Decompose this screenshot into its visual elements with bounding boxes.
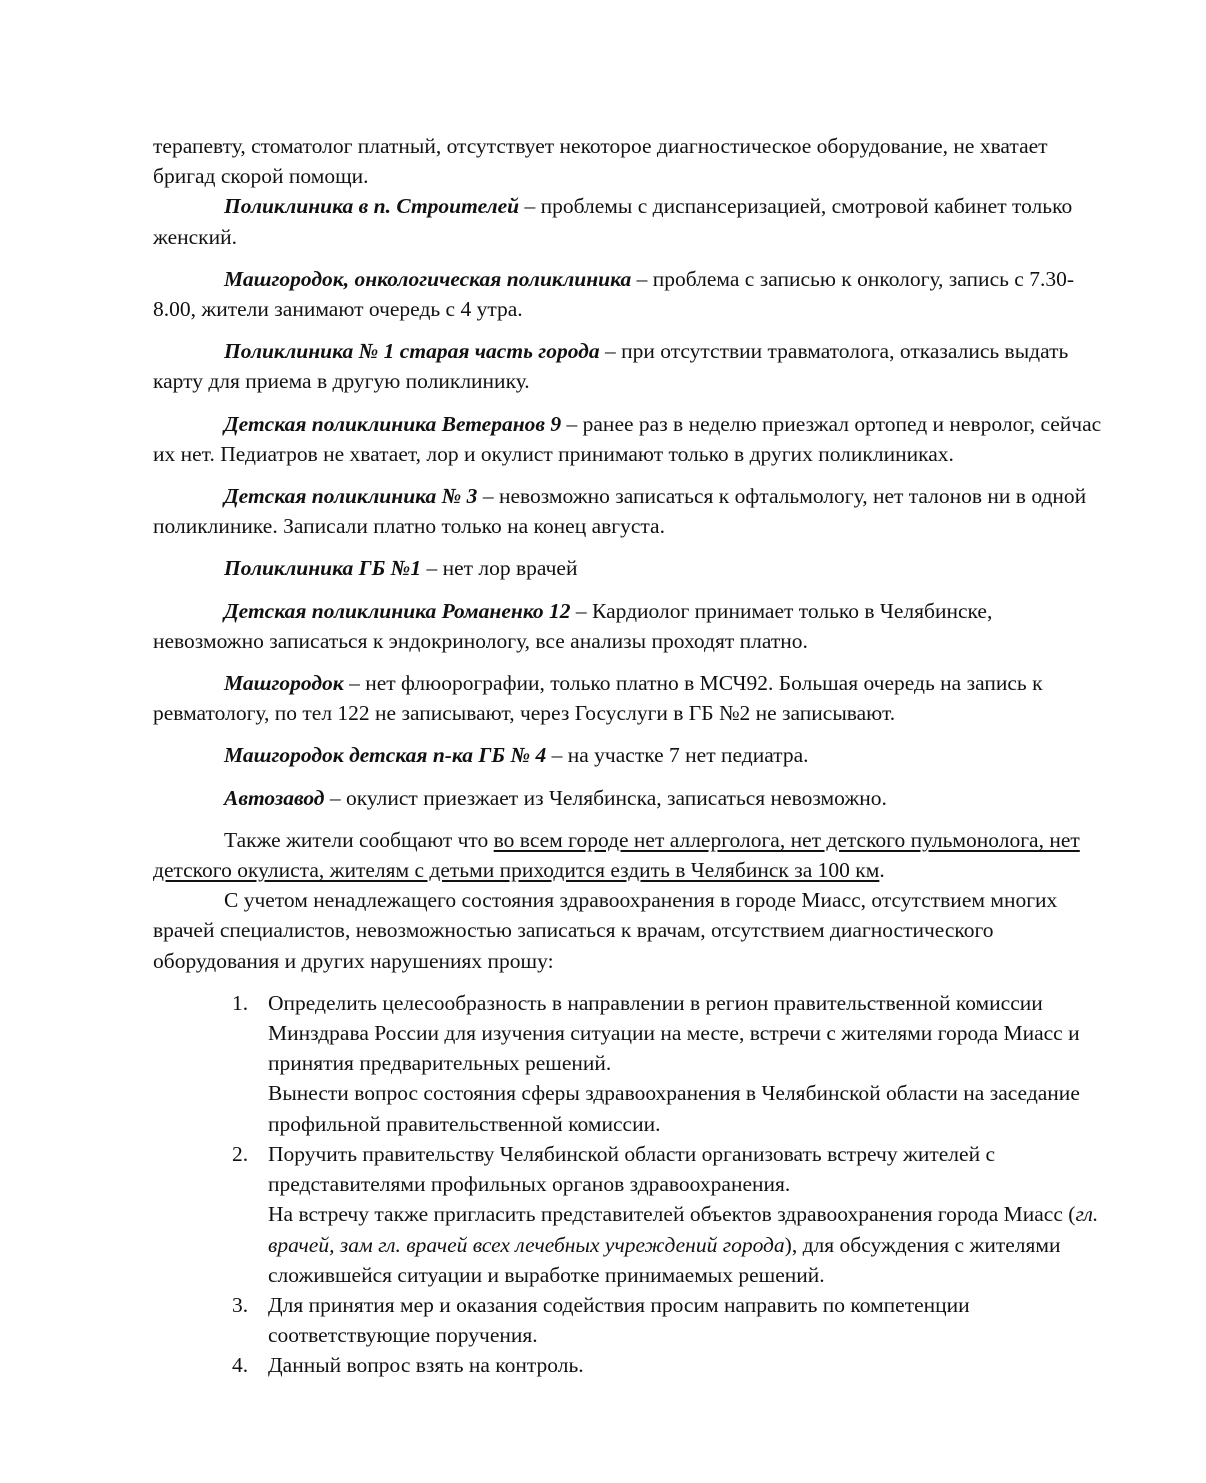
request-number: 4.	[232, 1353, 249, 1378]
clinic-paragraph	[153, 481, 1103, 541]
clinic-paragraph	[153, 740, 1103, 770]
request-item	[153, 988, 1103, 1139]
clinic-text: – нет лор врачей	[421, 556, 578, 581]
request-text-continued	[268, 1199, 1103, 1290]
clinic-text: – при отсутствии травматолога, отказались выдать карту для приема в другую поликлинику.	[153, 339, 1069, 394]
request-number: 2.	[232, 1141, 249, 1166]
clinic-text: – нет флюорографии, только платно в МСЧ92. Большая очередь на запись к ревматологу, по тел 122 не записывают, через Госуслуги в ГБ №2 не записывают.	[153, 671, 1043, 726]
clinic-paragraph	[153, 409, 1103, 469]
clinic-text: – невозможно записаться к офтальмологу, нет талонов ни в одной поликлинике. Записали платно только на конец августа.	[153, 484, 1087, 539]
clinic-title: Детская поликлиника № 3	[224, 484, 478, 509]
clinic-paragraph	[153, 191, 1103, 251]
residents-suffix: .	[879, 858, 885, 883]
request-number: 1.	[232, 990, 249, 1015]
intro-paragraph: терапевту, стоматолог платный, отсутствует некоторое диагностическое оборудование, не хватает бригад скорой помощи.	[153, 134, 1048, 189]
clinic-paragraph	[153, 336, 1103, 396]
request-number: 3.	[232, 1292, 249, 1317]
clinic-text: – проблемы с диспансеризацией, смотровой кабинет только женский.	[153, 194, 1073, 249]
clinic-paragraph	[153, 264, 1103, 324]
clinic-title: Поликлиника в п. Строителей	[224, 194, 520, 219]
residents-paragraph	[153, 825, 1103, 885]
clinic-text: – ранее раз в неделю приезжал ортопед и невролог, сейчас их нет. Педиатров не хватает, лор и окулист принимают только в других поликлиниках.	[153, 411, 1102, 466]
clinic-text: – проблема с записью к онкологу, запись с 7.30-8.00, жители занимают очередь с 4 утра.	[153, 266, 1074, 322]
conclusion-paragraph: С учетом ненадлежащего состояния здравоохранения в городе Миасс, отсутствием многих врачей специалистов, невозможностью записаться к врачам, отсутствием диагностического оборудования и других нарушениях прошу:	[153, 888, 1058, 973]
residents-underlined-text: во всем городе нет аллерголога, нет детского пульмонолога, нет детского окулиста, жителям с детьми приходится ездить в Челябинск за 100 км	[153, 827, 1080, 883]
request-item	[153, 1350, 1103, 1380]
clinic-title: Машгородок, онкологическая поликлиника	[224, 266, 632, 291]
request-text-continued: Вынести вопрос состояния сферы здравоохранения в Челябинской области на заседание профильной правительственной комиссии.	[268, 1081, 1080, 1136]
document-page	[153, 131, 1103, 1381]
clinic-paragraph	[153, 596, 1103, 656]
clinic-text: – на участке 7 нет педиатра.	[546, 743, 809, 768]
clinic-title: Машгородок	[224, 671, 344, 696]
clinic-paragraph	[153, 783, 1103, 813]
request-text: Для принятия мер и оказания содействия просим направить по компетенции соответствующие поручения.	[268, 1292, 970, 1348]
request-text-italic: гл. врачей, зам гл. врачей всех лечебных учреждений города	[268, 1202, 1099, 1257]
clinic-title: Поликлиника № 1 старая часть города	[224, 339, 600, 364]
request-text-pre: На встречу также пригласить представителей объектов здравоохранения города Миасс (	[268, 1202, 1076, 1227]
clinic-paragraph	[153, 553, 1103, 583]
clinic-title: Автозавод	[224, 785, 325, 810]
clinic-title: Поликлиника ГБ №1	[224, 556, 422, 581]
request-text: Данный вопрос взять на контроль.	[268, 1353, 584, 1378]
request-item	[153, 1139, 1103, 1290]
requests-list	[153, 988, 1103, 1381]
clinic-title: Детская поликлиника Ветеранов 9	[224, 411, 562, 436]
clinic-title: Машгородок детская п-ка ГБ № 4	[224, 743, 547, 768]
request-text-post: ), для обсуждения с жителями сложившейся ситуации и выработке принимаемых решений.	[268, 1232, 1061, 1287]
clinic-title: Детская поликлиника Романенко 12	[224, 598, 571, 623]
residents-prefix: Также жители сообщают что	[224, 827, 494, 852]
request-text: Определить целесообразность в направлении в регион правительственной комиссии Минздрава России для изучения ситуации на месте, встречи с жителями города Миасс и принятия предварительных решений.	[268, 990, 1080, 1076]
clinic-paragraph	[153, 668, 1103, 728]
clinic-text: – окулист приезжает из Челябинска, записаться невозможно.	[324, 785, 887, 810]
request-item	[153, 1290, 1103, 1350]
clinic-text: – Кардиолог принимает только в Челябинске, невозможно записаться к эндокринологу, все анализы проходят платно.	[153, 598, 993, 653]
request-text: Поручить правительству Челябинской области организовать встречу жителей с представителями профильных органов здравоохранения.	[268, 1141, 995, 1197]
